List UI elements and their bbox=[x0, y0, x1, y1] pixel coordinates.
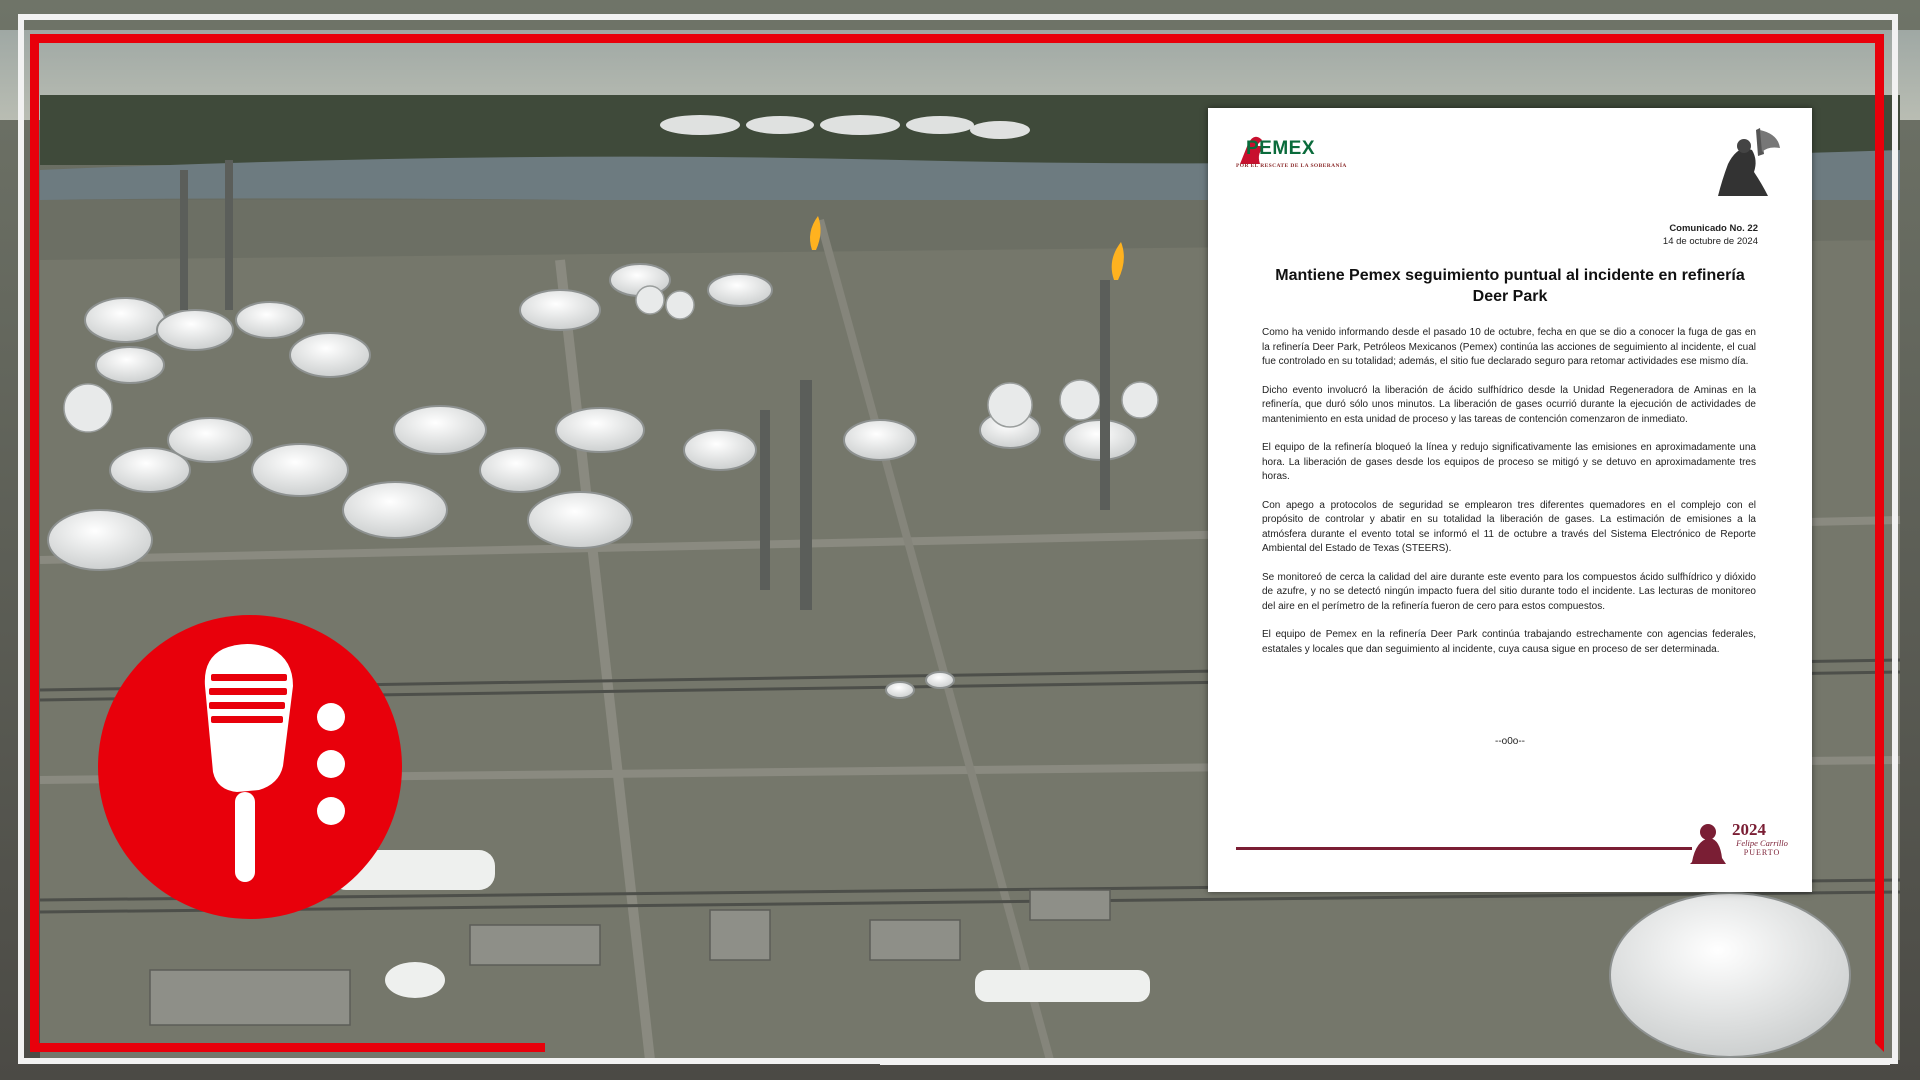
release-number: Comunicado No. 22 bbox=[1669, 223, 1758, 234]
footer-divider bbox=[1236, 847, 1692, 850]
pemex-wordmark: PEMEX bbox=[1246, 138, 1316, 159]
paragraph: Con apego a protocolos de seguridad se emplearon tres diferentes quemadores en el complejo con el propósito de controlar y abatir en su totalidad la liberación de gases. La estimación de emisiones a la atmósfera durante el evento total se informó el 11 de octubre a través del Sistema Electrónico de Reporte Ambiental del Estado de Texas (STEERS). bbox=[1262, 499, 1756, 554]
footer-name: Felipe Carrillo bbox=[1736, 838, 1788, 848]
footer-place: PUERTO bbox=[1743, 848, 1781, 857]
microphone-icon bbox=[97, 614, 403, 920]
paragraph: El equipo de la refinería bloqueó la línea y redujo significativamente las emisiones en aproximadamente una hora. La liberación de gases desde los equipos de proceso se mitigó y se detuvo en aproximadamente tres horas. bbox=[1262, 442, 1756, 482]
paragraph: Dicho evento involucró la liberación de ácido sulfhídrico desde la Unidad Regeneradora de Aminas en la refinería, que duró sólo unos minutos. La liberación de gases ocurrió durante la ejecución de actividades de mantenimiento en esta unidad de proceso y las tareas de contención comenzaron de inmediato. bbox=[1262, 384, 1756, 425]
release-date: 14 de octubre de 2024 bbox=[1662, 236, 1758, 247]
release-body bbox=[1262, 326, 1756, 671]
white-frame-bottom-segment bbox=[880, 1058, 1890, 1065]
red-frame-bottom-segment bbox=[30, 1043, 545, 1052]
paragraph: El equipo de Pemex en la refinería Deer Park continúa trabajando estrechamente con agencias federales, estatales y locales que dan seguimiento al incidente, cuya causa sigue en proceso de ser determinada. bbox=[1262, 629, 1756, 655]
release-title: Mantiene Pemex seguimiento puntual al incidente en refinería Deer Park bbox=[1275, 267, 1745, 305]
pemex-tagline: POR EL RESCATE DE LA SOBERANÍA bbox=[1236, 163, 1347, 169]
paragraph: Como ha venido informando desde el pasado 10 de octubre, fecha en que se dio a conocer la fuga de gas en la refinería Deer Park, Petróleos Mexicanos (Pemex) continúa las acciones de seguimiento al incidente, el cual fue controlado en su totalidad; además, el sitio fue declarado seguro para retomar actividades ese mismo día. bbox=[1262, 327, 1756, 367]
footer-year: 2024 bbox=[1732, 820, 1766, 839]
release-meta bbox=[1663, 222, 1758, 248]
national-emblem-figure bbox=[1708, 124, 1784, 200]
end-mark: --o0o-- bbox=[1494, 736, 1525, 747]
paragraph: Se monitoreó de cerca la calidad del aire durante este evento para los compuestos ácido sulfhídrico y dióxido de azufre, y no se detectó ningún impacto fuera del sitio durante todo el incidente. Las lecturas de monitoreo del aire en el perímetro de la refinería fueron de cero para estos compuestos. bbox=[1262, 571, 1756, 612]
press-release-document bbox=[1208, 108, 1812, 892]
